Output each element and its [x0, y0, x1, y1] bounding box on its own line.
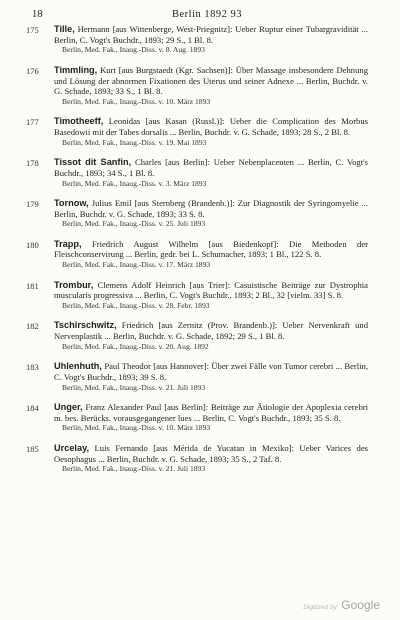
entry-text: Friedrich [aus Zernitz (Prov. Brandenb.)]: Ueber Nervenkraft und Nervenplastik ... Berlin, Buchdr. v. G. Schade, 1892; 29 S., 1 Bl. 8.	[54, 320, 368, 342]
bibliography-entry	[26, 157, 368, 188]
entry-author: Uhlenhuth,	[54, 361, 102, 372]
entry-citation	[54, 157, 368, 178]
bibliography-entry	[26, 280, 368, 311]
entry-text: Julius Emil [aus Sternberg (Brandenb.)]: Zur Diagnostik der Syringomyelie ... Berlin, Buchdr. v. G. Schade, 1893; 33 S. 8.	[54, 197, 368, 219]
entry-diss-note: Berlin, Med. Fak., Inaug.-Diss. v. 17. März 1893	[62, 260, 211, 270]
entry-text: Franz Alexander Paul [aus Berlin]: Beiträge zur Ätiologie der Apoplexia cerebri m. bes. Berücks. vorausgegangener lues ... Berlin, C. Vogt's Buchdr., 1893; 35 S. 8.	[54, 402, 368, 423]
entry-number: 178	[26, 158, 39, 169]
entry-author: Unger,	[54, 402, 83, 413]
entry-author: Tschirschwitz,	[54, 320, 117, 331]
digitized-by-google-watermark	[303, 596, 380, 614]
entry-number: 185	[26, 443, 39, 454]
running-head: Berlin 1892 93	[172, 9, 242, 20]
entry-diss-note: Berlin, Med. Fak., Inaug.-Diss. v. 21. Juli 1893	[62, 382, 206, 392]
entry-author: Urcelay,	[54, 442, 90, 453]
entry-number: 180	[26, 239, 39, 250]
entry-diss-note: Berlin, Med. Fak., Inaug.-Diss. v. 3. März 1893	[62, 178, 207, 188]
entry-text: Hermann [aus Wittenberge, West-Priegnitz]: Ueber Ruptur einer Tubargravidität ... Berlin, C. Vogt's Buchdr., 1893; 29 S., 1 Bl. 8.	[54, 24, 368, 45]
entry-author: Trapp,	[54, 238, 82, 249]
entry-number: 181	[26, 280, 39, 291]
entry-number: 182	[26, 321, 39, 332]
entry-text: Kurt [aus Burgstaedt (Kgr. Sachsen)]: Über Massage insbesondere Dehnung und Lösung der abnormen Fixationen des Uterus und seiner Adnexe ... Berlin, Buchdr. v. G. Schade, 1893; 33 S., 1 Bl. 8.	[54, 64, 368, 97]
entry-citation	[54, 443, 368, 464]
bibliography-entry	[26, 116, 368, 147]
entry-citation	[54, 239, 368, 260]
entry-diss-note: Berlin, Med. Fak., Inaug.-Diss. v. 19. Mai 1893	[62, 137, 207, 147]
entry-list	[26, 24, 368, 484]
entry-text: Paul Theodor [aus Hannover]: Über zwei Fälle von Tumor cerebri ... Berlin, C. Vogt's Buchdr., 1893; 39 S. 8.	[54, 361, 368, 382]
page-header	[32, 9, 370, 23]
bibliography-entry	[26, 320, 368, 351]
entry-citation	[54, 116, 368, 137]
entry-number: 179	[26, 198, 39, 209]
entry-diss-note: Berlin, Med. Fak., Inaug.-Diss. v. 28. Febr. 1893	[62, 300, 210, 310]
entry-citation	[54, 24, 368, 45]
entry-author: Tissot dit Sanfin,	[54, 157, 132, 168]
entry-citation	[54, 361, 368, 382]
bibliography-entry	[26, 65, 368, 107]
bibliography-entry	[26, 198, 368, 229]
entry-author: Timmling,	[54, 64, 98, 75]
entry-diss-note: Berlin, Med. Fak., Inaug.-Diss. v. 10. März 1893	[62, 423, 211, 433]
entry-text: Luis Fernando [aus Mérida de Yucatan in Mexiko]: Ueber Varices des Oesophagus ... Berlin, Buchdr. v. G. Schade, 1893; 35 S., 2 Taf. 8.	[54, 442, 368, 464]
entry-text: Friedrich August Wilhelm [aus Biedenkopf]: Die Methoden der Fleischconservirung ... Berlin, gedr. bei L. Schumacher, 1893; 1 Bl., 122 S. 8.	[54, 238, 368, 260]
entry-citation	[54, 65, 368, 97]
entry-citation	[54, 320, 368, 341]
google-logo-text: Google	[341, 598, 380, 612]
entry-text: Leonidas [aus Kasan (Russl.)]: Ueber die Complication des Morbus Basedowii mit der Tabes dorsalis ... Berlin, Buchdr. v. G. Schade, 1893; 28 S., 2 Bl. 8.	[54, 116, 368, 138]
bibliography-entry	[26, 443, 368, 474]
bibliography-entry	[26, 402, 368, 433]
entry-citation	[54, 198, 368, 219]
bibliography-entry	[26, 361, 368, 392]
entry-number: 183	[26, 362, 39, 373]
entry-citation	[54, 280, 368, 301]
entry-text: Charles [aus Berlin]: Ueber Nebenplacenten ... Berlin, C. Vogt's Buchdr., 1893; 34 S., 1 Bl. 8.	[54, 157, 368, 178]
entry-diss-note: Berlin, Med. Fak., Inaug.-Diss. v. 20. Aug. 1892	[62, 341, 209, 351]
bibliography-entry	[26, 24, 368, 55]
entry-number: 176	[26, 65, 39, 76]
entry-diss-note: Berlin, Med. Fak., Inaug.-Diss. v. 25. Juli 1893	[62, 219, 206, 229]
entry-author: Tornow,	[54, 197, 89, 208]
entry-diss-note: Berlin, Med. Fak., Inaug.-Diss. v. 21. Juli 1893	[62, 464, 206, 474]
entry-text: Clemens Adolf Heinrich [aus Trier]: Casuistische Beiträge zur Dystrophia muscularis progressiva ... Berlin, C. Vogt's Buchdr., 1893; 2 Bl., 32 [vielm. 33] S. 8.	[54, 279, 368, 301]
entry-citation	[54, 402, 368, 423]
entry-number: 177	[26, 117, 39, 128]
entry-author: Trombur,	[54, 279, 94, 290]
bibliography-entry	[26, 239, 368, 270]
page-number: 18	[32, 9, 43, 20]
entry-author: Timotheeff,	[54, 116, 104, 127]
digitized-label: Digitized by	[303, 604, 337, 611]
entry-author: Tille,	[54, 24, 75, 34]
entry-diss-note: Berlin, Med. Fak., Inaug.-Diss. v. 8. Aug. 1893	[62, 45, 205, 55]
entry-diss-note: Berlin, Med. Fak., Inaug.-Diss. v. 10. März 1893	[62, 96, 211, 106]
entry-number: 175	[26, 25, 39, 35]
entry-number: 184	[26, 403, 39, 414]
